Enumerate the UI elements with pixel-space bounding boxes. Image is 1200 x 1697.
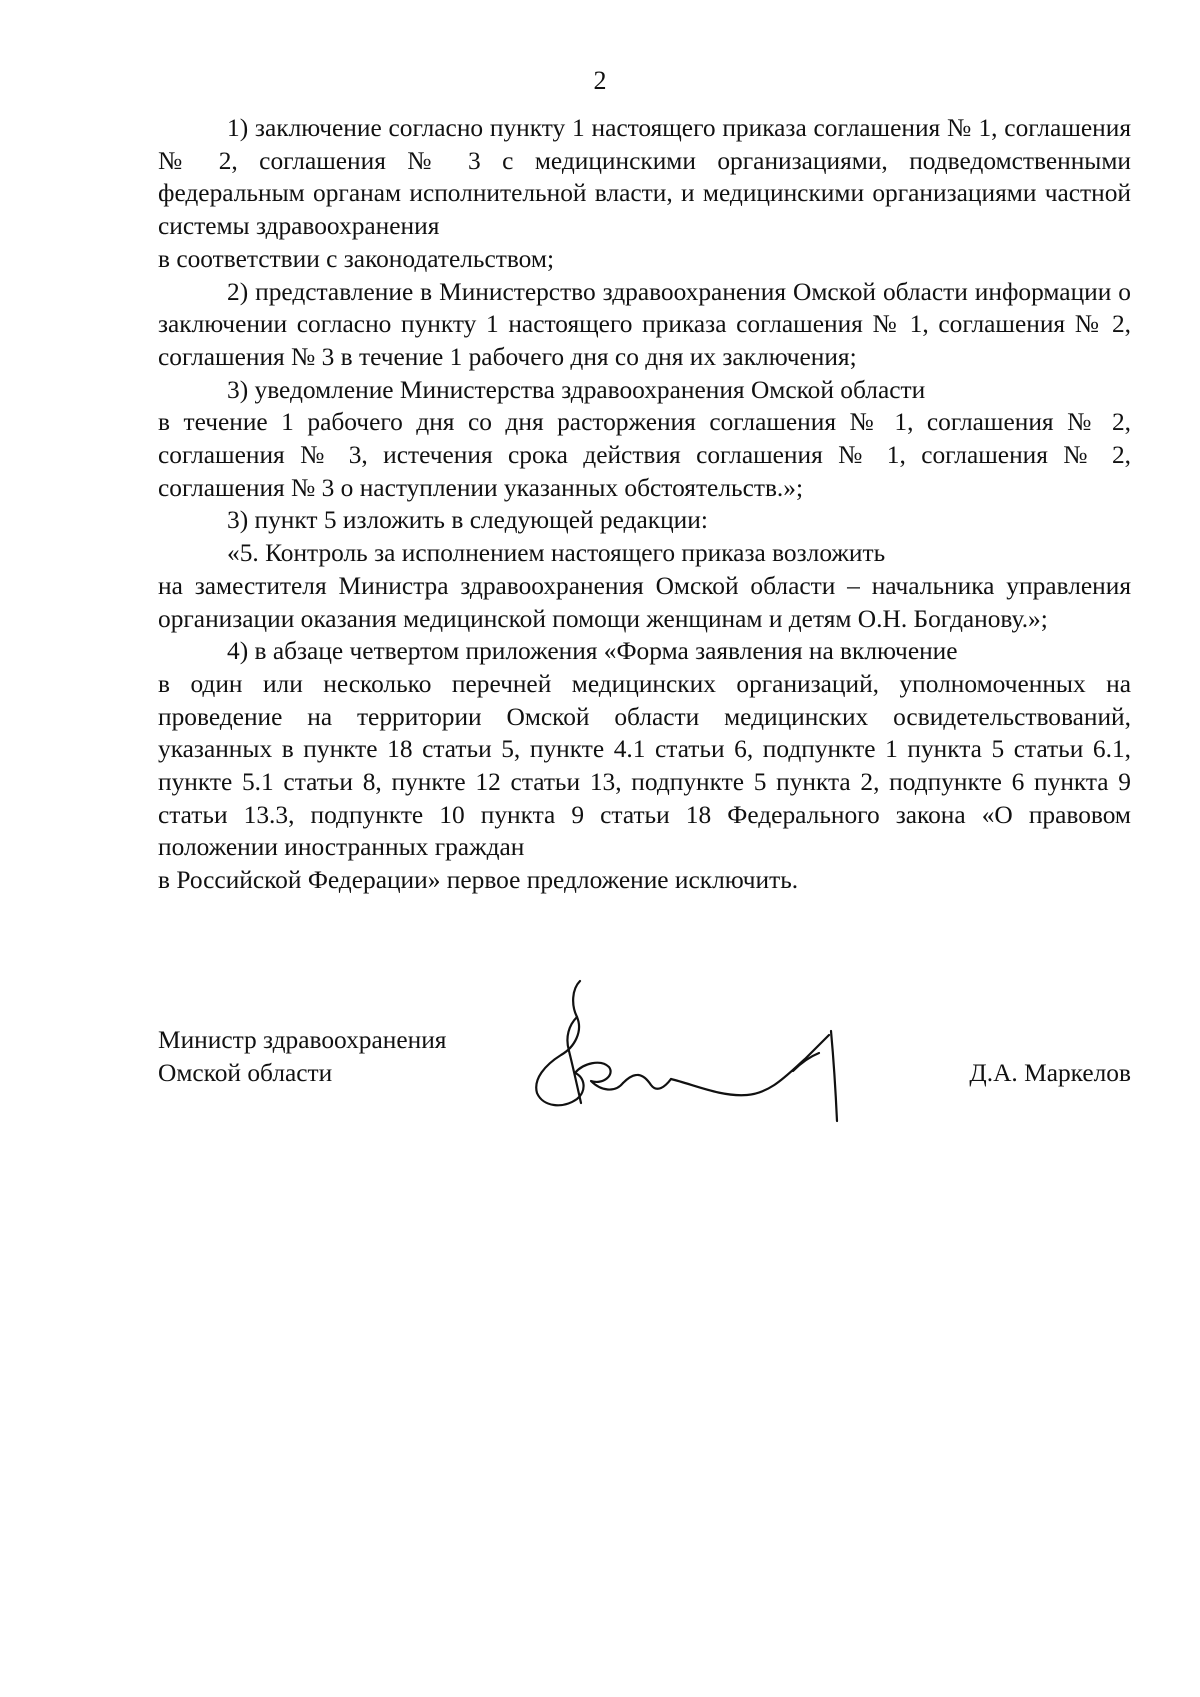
signer-name: Д.А. Маркелов	[969, 1059, 1131, 1087]
paragraph-clause-5-text: «5. Контроль за исполнением настоящего приказа возложить на заместителя Министра здравоохранения Омской области – начальника управления организации оказания медицинской помощи женщинам и детям О.Н. Богданову.»;	[158, 539, 1131, 633]
signer-position-line-1: Министр здравоохранения	[158, 1026, 447, 1054]
document-body	[158, 112, 1131, 897]
paragraph-item-3: 3) уведомление Министерства здравоохранения Омской области в течение 1 рабочего дня со дня расторжения соглашения № 1, соглашения № 2, соглашения № 3, истечения срока действия соглашения № 1, соглашения № 2, соглашения № 3 о наступлении указанных обстоятельств.»;	[158, 375, 1131, 502]
paragraph-clause-5-intro: 3) пункт 5 изложить в следующей редакции:	[227, 506, 708, 535]
paragraph-item-1: 1) заключение согласно пункту 1 настоящего приказа соглашения № 1, соглашения № 2, соглашения № 3 с медицинскими организациями, подведомственными федеральным органам исполнительной власти, и медицинскими организациями частной системы здравоохранения в соответствии с законодательством;	[158, 114, 1131, 273]
signer-position-line-2: Омской области	[158, 1058, 333, 1087]
signer-position	[158, 1024, 446, 1089]
page-number: 2	[593, 66, 607, 95]
paragraph-item-2: 2) представление в Министерство здравоохранения Омской области информации о заключении согласно пункту 1 настоящего приказа соглашения № 1, соглашения № 2, соглашения № 3 в течение 1 рабочего дня со дня их заключения;	[158, 277, 1131, 371]
paragraph-item-4: 4) в абзаце четвертом приложения «Форма заявления на включение в один или несколько перечней медицинских организаций, уполномоченных на проведение на территории Омской области медицинских освидетельствований, указанных в пункте 18 статьи 5, пункте 4.1 статьи 6, подпункте 1 пункта 5 статьи 6.1, пункте 5.1 статьи 8, пункте 12 статьи 13, подпункте 5 пункта 2, подпункте 6 пункта 9 статьи 13.3, подпункте 10 пункта 9 статьи 18 Федерального закона «О правовом положении иностранных граждан в Российской Федерации» первое предложение исключить.	[158, 637, 1131, 895]
handwritten-signature	[525, 975, 875, 1125]
